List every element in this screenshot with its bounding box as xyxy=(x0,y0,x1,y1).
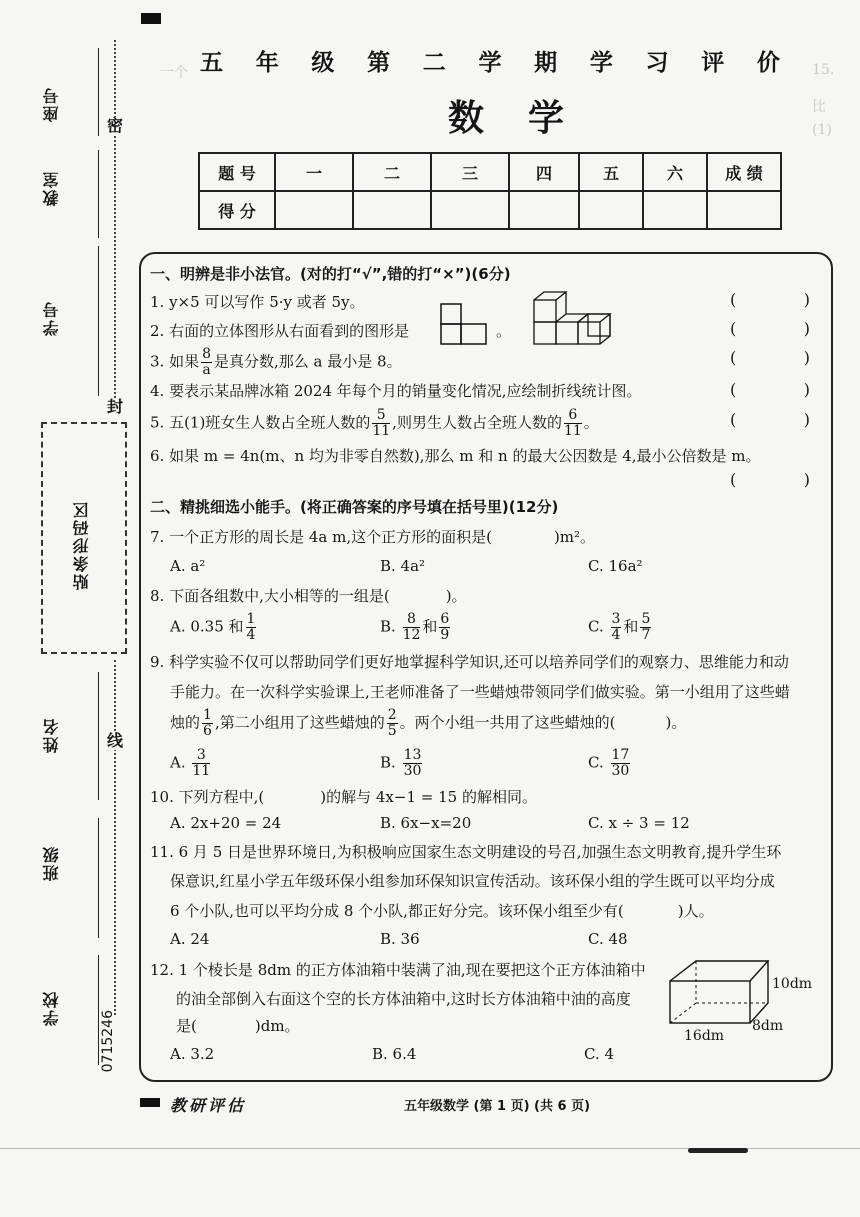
question-8-end: )。 xyxy=(445,587,467,605)
fraction-numerator: 1 xyxy=(203,707,212,723)
fraction xyxy=(372,408,390,439)
fraction xyxy=(192,748,210,779)
fraction-numerator: 5 xyxy=(641,611,651,627)
score-header-cell: 一 xyxy=(275,153,353,191)
school-label: 学校 xyxy=(42,990,61,1026)
question-10 xyxy=(150,787,537,807)
answer-parens[interactable] xyxy=(730,470,810,489)
option-c[interactable]: C. 4 xyxy=(584,1045,615,1063)
fraction xyxy=(202,708,213,739)
option-a[interactable]: A. 24 xyxy=(170,930,210,948)
seal-line xyxy=(114,660,116,1015)
paren-left: ( xyxy=(730,290,737,309)
answer-parens[interactable] xyxy=(730,348,810,367)
bleed-through-text: 15. xyxy=(812,62,835,78)
question-11-line1: 11. 6 月 5 日是世界环境日,为积极响应国家生态文明建设的号召,加强生态文明教育,提升学生环 xyxy=(150,843,782,861)
fraction-denominator: 6 xyxy=(203,723,212,739)
class-label: 班级 xyxy=(42,845,61,881)
fraction-numerator: 13 xyxy=(403,747,422,763)
paren-left: ( xyxy=(730,410,737,429)
score-input-cell[interactable] xyxy=(707,191,781,229)
question-9-line3 xyxy=(170,708,686,739)
question-11-line2: 保意识,红星小学五年级环保小组参加环保知识宣传活动。该环保小组的学生既可以平均分成 xyxy=(170,872,775,890)
question-6: 6. 如果 m = 4n(m、n 均为非零自然数),那么 m 和 n 的最大公因数是 4,最小公倍数是 m。 xyxy=(150,447,761,465)
seal-char-feng: 封 xyxy=(107,397,124,416)
score-input-cell[interactable] xyxy=(353,191,431,229)
option-c-text: C. xyxy=(588,617,604,636)
paren-right: ) xyxy=(803,380,810,399)
fraction-denominator: 11 xyxy=(372,423,391,439)
fraction xyxy=(439,612,450,643)
fraction-denominator: 9 xyxy=(440,627,450,643)
paren-left: ( xyxy=(730,380,737,399)
fraction xyxy=(611,612,622,643)
answer-parens[interactable] xyxy=(730,410,810,429)
score-header-cell: 成 绩 xyxy=(707,153,781,191)
bleed-through-text: 一个 xyxy=(160,65,188,81)
paren-right: ) xyxy=(803,410,810,429)
section1-heading: 一、明辨是非小法官。(对的打“√”,错的打“×”)(6分) xyxy=(150,265,511,283)
fraction-numerator: 8 xyxy=(202,346,212,362)
question-9-end: )。 xyxy=(665,713,687,732)
score-table xyxy=(198,152,782,230)
fraction-denominator: 5 xyxy=(387,723,397,739)
footer-brand: 教研评估 xyxy=(170,1096,247,1115)
seal-line xyxy=(114,40,116,410)
cube-solid-figure xyxy=(532,290,632,356)
fraction-numerator: 3 xyxy=(611,611,621,627)
fill-line xyxy=(98,818,99,938)
option-c-and: 和 xyxy=(623,617,639,636)
tank-width-label: 8dm xyxy=(752,1018,784,1034)
score-input-cell[interactable] xyxy=(431,191,509,229)
right-view-figure xyxy=(440,303,492,349)
option-c[interactable]: C. 48 xyxy=(588,930,628,948)
question-9-line1: 9. 科学实验不仅可以帮助同学们更好地掌握科学知识,还可以培养同学们的观察力、思维能力和动 xyxy=(150,653,789,671)
answer-parens[interactable] xyxy=(730,290,810,309)
title-char: 习 xyxy=(645,50,669,76)
question-12-line3 xyxy=(176,1016,300,1036)
title-char: 评 xyxy=(701,50,725,76)
fill-line xyxy=(98,150,99,238)
question-11-text: 6 个小队,也可以平均分成 8 个小队,都正好分完。该环保小组至少有( xyxy=(170,902,624,920)
fraction-denominator: 30 xyxy=(611,763,630,779)
option-b[interactable]: B. 6.4 xyxy=(372,1045,417,1063)
score-header-cell: 六 xyxy=(643,153,707,191)
option-c-text: C. xyxy=(588,753,604,772)
registration-mark xyxy=(140,1098,160,1107)
name-label: 姓名 xyxy=(42,717,61,753)
option-b[interactable]: B. 4a² xyxy=(380,557,426,575)
paren-left: ( xyxy=(730,348,737,367)
question-12-line2: 的油全部倒入右面这个空的长方体油箱中,这时长方体油箱中油的高度 xyxy=(176,990,631,1008)
fraction-numerator: 17 xyxy=(611,747,630,763)
question-10-end: )的解与 4x−1 = 15 的解相同。 xyxy=(320,788,537,806)
fraction-numerator: 6 xyxy=(440,611,450,627)
seal-char-mi: 密 xyxy=(107,116,124,135)
option-b[interactable]: B. 36 xyxy=(380,930,420,948)
question-7-end: )m²。 xyxy=(553,528,596,546)
fraction-denominator: 11 xyxy=(192,763,211,779)
tank-length-label: 16dm xyxy=(684,1028,725,1044)
fraction xyxy=(403,612,421,643)
question-2-end: 。 xyxy=(496,322,512,340)
option-a[interactable]: A. a² xyxy=(170,557,206,575)
question-3-text-a: 3. 如果 xyxy=(150,352,200,371)
question-1: 1. y×5 可以写作 5·y 或者 5y。 xyxy=(150,293,365,311)
paren-right: ) xyxy=(803,319,810,338)
fraction-denominator: 12 xyxy=(402,627,421,643)
score-row-label: 得 分 xyxy=(199,191,275,229)
section2-heading: 二、精挑细选小能手。(将正确答案的序号填在括号里)(12分) xyxy=(150,498,559,516)
question-9-text-b: ,第二小组用了这些蜡烛的 xyxy=(214,713,385,732)
fraction-numerator: 5 xyxy=(372,408,390,424)
score-header-cell: 四 xyxy=(509,153,579,191)
answer-parens[interactable] xyxy=(730,380,810,399)
fraction-numerator: 6 xyxy=(564,408,582,424)
question-11-line3 xyxy=(170,901,714,921)
paren-left: ( xyxy=(730,470,737,489)
score-input-cell[interactable] xyxy=(643,191,707,229)
classroom-label: 教室 xyxy=(42,170,61,206)
paren-right: ) xyxy=(803,348,810,367)
question-12-text: 是( xyxy=(176,1017,197,1035)
fraction-numerator: 1 xyxy=(246,611,256,627)
bleed-through-text: 比 xyxy=(812,99,826,115)
question-8 xyxy=(150,586,467,606)
question-5-text-b: ,则男生人数占全班人数的 xyxy=(392,413,562,432)
option-b-text: B. xyxy=(380,617,396,636)
fill-line xyxy=(98,955,99,1065)
registration-mark xyxy=(141,13,161,24)
barcode-area-label: 贴条形码区 xyxy=(72,500,91,590)
option-a[interactable]: A. 2x+20 = 24 xyxy=(170,814,282,832)
option-b[interactable] xyxy=(380,612,452,643)
score-header-cell: 题 号 xyxy=(199,153,275,191)
title-char: 期 xyxy=(534,50,558,76)
question-4: 4. 要表示某品牌冰箱 2024 年每个月的销量变化情况,应绘制折线统计图。 xyxy=(150,382,642,400)
option-b[interactable]: B. 6x−x=20 xyxy=(380,814,472,832)
question-8-text: 8. 下面各组数中,大小相等的一组是( xyxy=(150,587,390,605)
score-header-cell: 三 xyxy=(431,153,509,191)
seat-number-label: 座号 xyxy=(42,86,61,122)
fraction-denominator: 4 xyxy=(246,627,256,643)
fill-line xyxy=(98,246,99,396)
title-char: 五 xyxy=(200,50,223,76)
fill-line xyxy=(98,672,99,800)
option-c[interactable]: C. 16a² xyxy=(588,557,643,575)
answer-parens[interactable] xyxy=(730,319,810,338)
score-header-cell: 五 xyxy=(579,153,643,191)
fraction xyxy=(640,612,651,643)
fraction-numerator: 2 xyxy=(387,707,397,723)
scan-smudge xyxy=(688,1148,748,1153)
question-12-line1: 12. 1 个棱长是 8dm 的正方体油箱中装满了油,现在要把这个正方体油箱中 xyxy=(150,961,646,979)
paren-left: ( xyxy=(730,319,737,338)
title-char: 第 xyxy=(367,50,391,76)
fraction-denominator: 7 xyxy=(641,627,651,643)
title-char: 年 xyxy=(255,50,279,76)
title-char: 二 xyxy=(422,50,446,76)
fraction xyxy=(403,748,423,779)
option-b-text: B. xyxy=(380,753,396,772)
score-input-cell[interactable] xyxy=(579,191,643,229)
question-12-end: )dm。 xyxy=(254,1017,300,1035)
seal-char-xian: 线 xyxy=(107,731,124,750)
option-c[interactable] xyxy=(588,612,653,643)
question-5-text-a: 5. 五(1)班女生人数占全班人数的 xyxy=(150,413,371,432)
option-a[interactable] xyxy=(170,748,212,779)
exam-title xyxy=(200,44,780,77)
question-9-text-c: 。两个小组一共用了这些蜡烛的( xyxy=(399,713,616,732)
question-7 xyxy=(150,527,595,547)
option-a[interactable]: A. 3.2 xyxy=(170,1045,215,1063)
question-2-text: 2. 右面的立体图形从右面看到的图形是 xyxy=(150,322,410,340)
bleed-through-text: (1) xyxy=(812,122,832,138)
question-5 xyxy=(150,408,599,439)
subject-title: 数学 xyxy=(448,98,609,139)
fraction-denominator: 11 xyxy=(563,423,582,439)
student-id-label: 学号 xyxy=(42,300,61,336)
paren-right: ) xyxy=(803,470,810,489)
fraction-denominator: 30 xyxy=(403,763,422,779)
fraction-denominator: a xyxy=(202,362,211,378)
tank-height-label: 10dm xyxy=(772,976,813,992)
option-a-text: A. 0.35 和 xyxy=(170,617,244,636)
fill-line xyxy=(98,48,99,136)
question-5-text-c: 。 xyxy=(583,413,599,432)
question-3 xyxy=(150,347,402,378)
option-c[interactable]: C. x ÷ 3 = 12 xyxy=(588,814,690,832)
fraction xyxy=(564,408,582,439)
title-char: 价 xyxy=(756,50,780,76)
question-2 xyxy=(150,321,409,341)
fraction-numerator: 3 xyxy=(192,748,210,764)
title-char: 级 xyxy=(311,50,335,76)
option-a[interactable] xyxy=(170,612,258,643)
option-b-and: 和 xyxy=(422,617,438,636)
fraction xyxy=(387,708,398,739)
option-a-text: A. xyxy=(170,753,186,772)
option-b[interactable] xyxy=(380,748,424,779)
title-char: 学 xyxy=(478,50,502,76)
fraction xyxy=(201,347,212,378)
question-3-text-b: 是真分数,那么 a 最小是 8。 xyxy=(214,352,402,371)
score-input-cell[interactable] xyxy=(509,191,579,229)
fraction xyxy=(246,612,257,643)
fraction-denominator: 4 xyxy=(611,627,621,643)
score-input-cell[interactable] xyxy=(275,191,353,229)
fraction xyxy=(611,748,631,779)
question-9-line2: 手能力。在一次科学实验课上,王老师准备了一些蜡烛带领同学们做实验。第一小组用了这些蜡 xyxy=(170,683,790,701)
fraction-numerator: 8 xyxy=(403,612,421,628)
question-11-end: )人。 xyxy=(677,902,714,920)
option-c[interactable] xyxy=(588,748,632,779)
question-7-text: 7. 一个正方形的周长是 4a m,这个正方形的面积是( xyxy=(150,528,492,546)
question-9-text-a: 烛的 xyxy=(170,713,201,732)
paren-right: ) xyxy=(803,290,810,309)
page-number: 五年级数学 (第 1 页) (共 6 页) xyxy=(404,1099,591,1114)
exam-code: 0715246 xyxy=(100,1010,116,1073)
score-header-cell: 二 xyxy=(353,153,431,191)
question-10-text: 10. 下列方程中,( xyxy=(150,788,265,806)
title-char: 学 xyxy=(589,50,613,76)
